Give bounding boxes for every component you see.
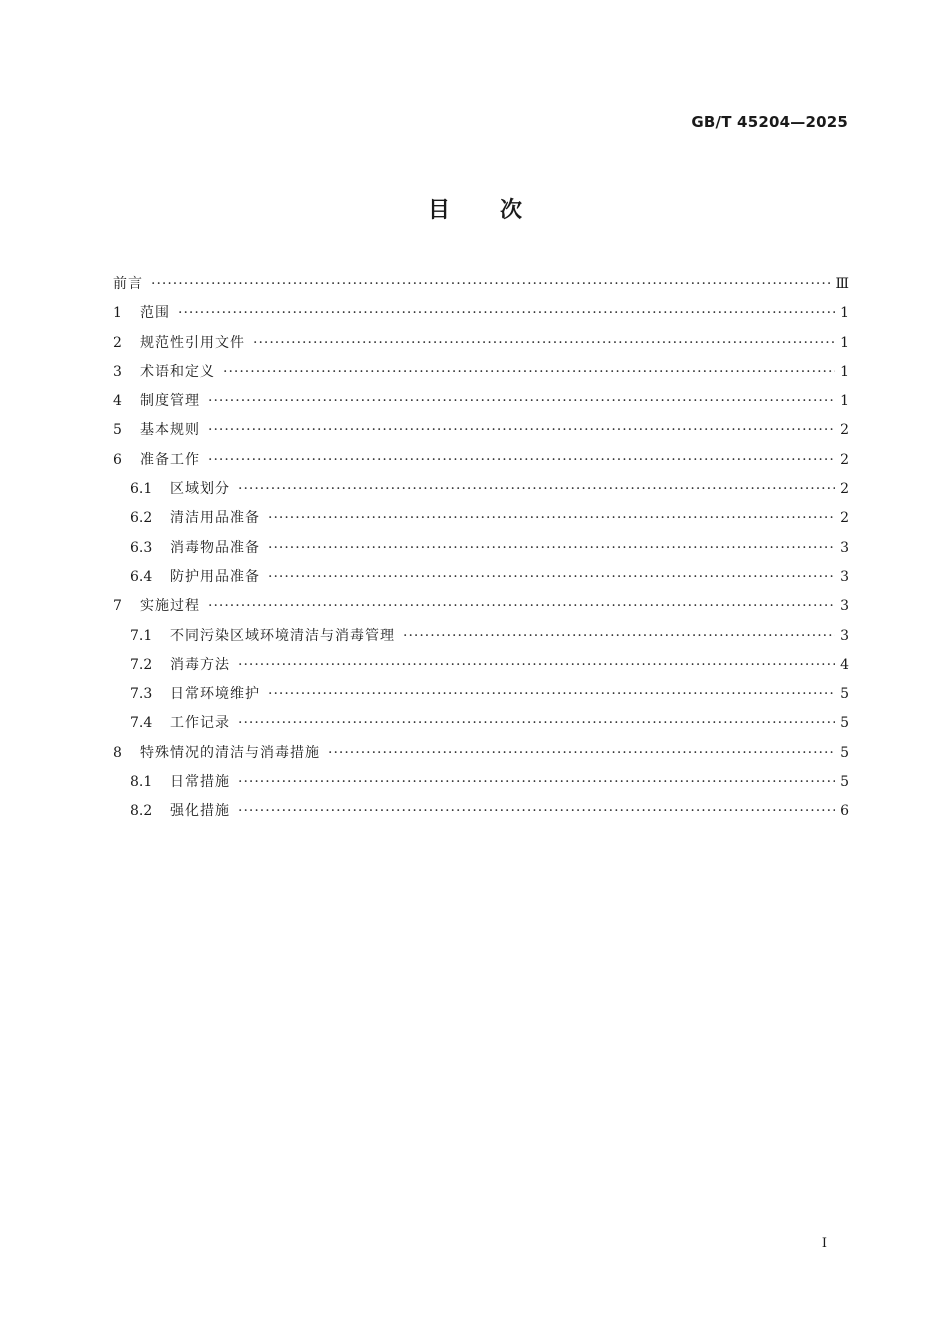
toc-entry[interactable] (113, 680, 849, 709)
toc-entry-number: 4 (113, 393, 122, 410)
toc-entry-page: 1 (840, 363, 849, 380)
toc-entry-page: 3 (840, 598, 849, 615)
toc-entry-label: 前言 (113, 276, 143, 292)
page-number: I (821, 1236, 827, 1251)
standard-number: GB/T 45204—2025 (691, 113, 848, 131)
toc-entry-page: 5 (840, 686, 849, 703)
toc-entry-page: Ⅲ (835, 276, 849, 292)
toc-entry-number: 7.3 (130, 686, 153, 703)
toc-entry[interactable] (113, 387, 849, 416)
toc-entry[interactable] (113, 446, 849, 475)
toc-entry-number: 7.4 (130, 715, 153, 732)
toc-entry[interactable] (113, 475, 849, 504)
toc-entry[interactable] (113, 592, 849, 621)
table-of-contents (113, 270, 849, 827)
toc-entry-page: 6 (840, 803, 849, 820)
toc-entry[interactable] (113, 563, 849, 592)
toc-entry[interactable] (113, 709, 849, 738)
toc-entry-number: 7 (113, 598, 122, 615)
toc-entry-page: 4 (840, 656, 849, 673)
toc-entry[interactable] (113, 416, 849, 445)
toc-entry-label: 防护用品准备 (170, 568, 260, 585)
toc-entry-label: 实施过程 (140, 598, 200, 615)
toc-dot-leader (268, 563, 835, 592)
toc-entry[interactable] (113, 622, 849, 651)
toc-entry-label: 日常环境维护 (170, 686, 260, 703)
toc-dot-leader (328, 739, 835, 768)
toc-dot-leader (238, 709, 835, 738)
toc-dot-leader (208, 446, 835, 475)
toc-entry-label: 术语和定义 (140, 363, 215, 380)
toc-entry-number: 8 (113, 744, 122, 761)
toc-entry[interactable] (113, 768, 849, 797)
toc-entry-number: 5 (113, 422, 122, 439)
toc-entry-label: 范围 (140, 305, 170, 322)
toc-entry[interactable] (113, 358, 849, 387)
toc-entry-number: 6.3 (130, 539, 153, 556)
toc-dot-leader (208, 592, 835, 621)
toc-entry-number: 7.1 (130, 627, 153, 644)
toc-entry-page: 5 (840, 715, 849, 732)
toc-entry[interactable] (113, 651, 849, 680)
toc-entry-label: 工作记录 (170, 715, 230, 732)
toc-dot-leader (268, 534, 835, 563)
toc-entry-label: 特殊情况的清洁与消毒措施 (140, 744, 320, 761)
toc-entry-page: 2 (840, 510, 849, 527)
toc-entry-label: 规范性引用文件 (140, 334, 245, 351)
toc-entry-number: 8.2 (130, 803, 153, 820)
toc-entry-page: 1 (840, 393, 849, 410)
toc-entry-number: 6.1 (130, 481, 153, 498)
toc-entry-page: 3 (840, 568, 849, 585)
toc-entry-label: 消毒物品准备 (170, 539, 260, 556)
page-title: 目次 (427, 198, 572, 223)
toc-entry-number: 7.2 (130, 656, 153, 673)
toc-entry[interactable] (113, 797, 849, 826)
toc-entry-page: 2 (840, 481, 849, 498)
toc-entry[interactable] (113, 329, 849, 358)
toc-dot-leader (268, 680, 835, 709)
toc-entry-number: 3 (113, 363, 122, 380)
toc-entry-page: 5 (840, 774, 849, 791)
toc-entry-label: 基本规则 (140, 422, 200, 439)
toc-dot-leader (253, 329, 835, 358)
toc-dot-leader (208, 387, 835, 416)
toc-entry-label: 不同污染区域环境清洁与消毒管理 (170, 627, 395, 644)
toc-entry-label: 清洁用品准备 (170, 510, 260, 527)
toc-entry-page: 5 (840, 744, 849, 761)
toc-dot-leader (208, 416, 835, 445)
toc-entry[interactable] (113, 299, 849, 328)
toc-entry-number: 8.1 (130, 774, 153, 791)
toc-entry-number: 6.4 (130, 568, 153, 585)
toc-entry-label: 制度管理 (140, 393, 200, 410)
toc-dot-leader (238, 768, 835, 797)
toc-entry-label: 消毒方法 (170, 656, 230, 673)
toc-dot-leader (223, 358, 835, 387)
toc-entry-label: 强化措施 (170, 803, 230, 820)
toc-entry-number: 6 (113, 451, 122, 468)
toc-dot-leader (151, 270, 830, 299)
toc-entry-page: 2 (840, 451, 849, 468)
toc-dot-leader (268, 504, 835, 533)
toc-entry-number: 1 (113, 305, 122, 322)
toc-entry-number: 6.2 (130, 510, 153, 527)
toc-entry-page: 2 (840, 422, 849, 439)
toc-entry-page: 1 (840, 334, 849, 351)
toc-entry-number: 2 (113, 334, 122, 351)
toc-dot-leader (238, 651, 835, 680)
toc-entry[interactable] (113, 739, 849, 768)
toc-dot-leader (178, 299, 835, 328)
toc-entry-page: 1 (840, 305, 849, 322)
toc-entry-label: 日常措施 (170, 774, 230, 791)
toc-entry[interactable] (113, 270, 849, 299)
toc-entry-label: 准备工作 (140, 451, 200, 468)
toc-dot-leader (238, 797, 835, 826)
toc-entry[interactable] (113, 504, 849, 533)
toc-entry-label: 区域划分 (170, 481, 230, 498)
toc-entry[interactable] (113, 534, 849, 563)
toc-dot-leader (403, 622, 835, 651)
toc-dot-leader (238, 475, 835, 504)
toc-entry-page: 3 (840, 539, 849, 556)
toc-entry-page: 3 (840, 627, 849, 644)
